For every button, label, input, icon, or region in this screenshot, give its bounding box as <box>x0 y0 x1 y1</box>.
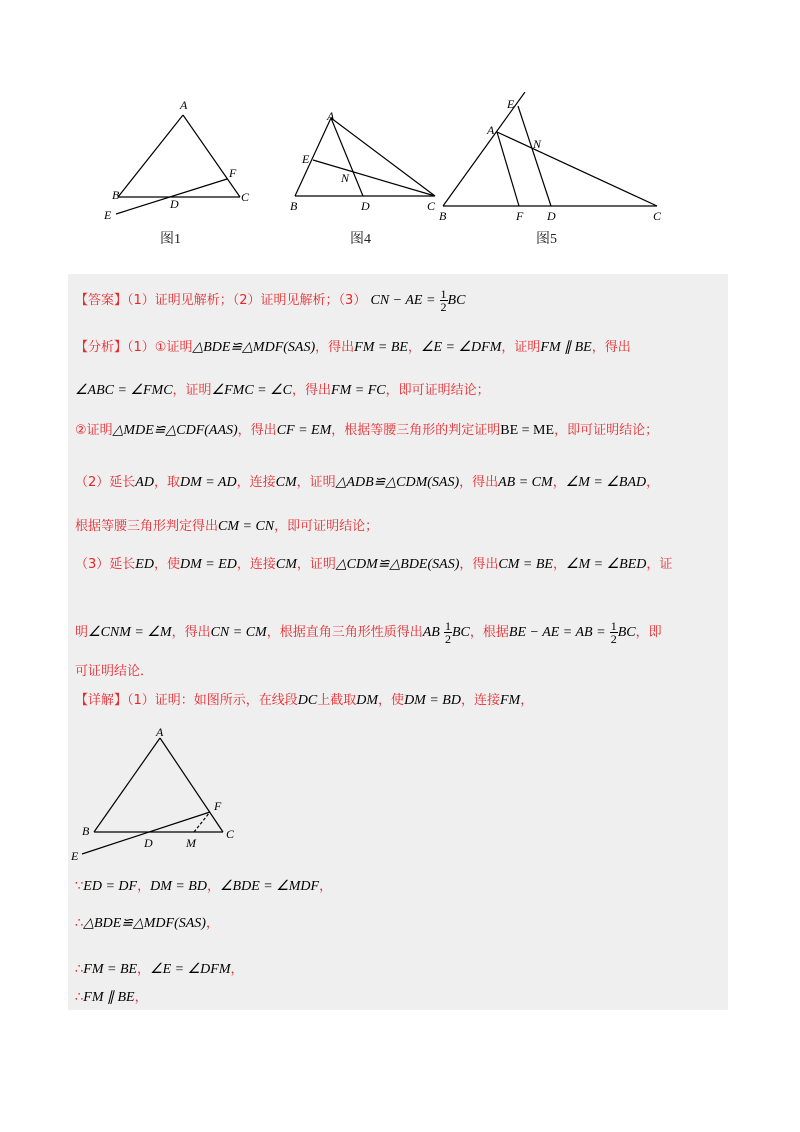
point-label: D <box>361 199 370 213</box>
text: ， <box>134 990 148 1005</box>
answer-expr: CN − AE = <box>370 293 436 308</box>
point-label: D <box>144 836 153 850</box>
point-label: C <box>226 827 235 841</box>
math: DM = AD <box>179 475 237 490</box>
point-label: E <box>302 152 310 166</box>
point-label: A <box>180 98 188 112</box>
figure-1-caption: 图1 <box>160 232 181 247</box>
text: ， <box>520 693 534 708</box>
point-label: A <box>487 123 495 137</box>
math: BE = ME <box>500 423 555 438</box>
text: ，证明 <box>501 340 541 355</box>
math: ∠E = ∠DFM <box>420 340 502 355</box>
math: BC <box>617 625 636 640</box>
text: （2）延长 <box>75 475 136 490</box>
answer-text: （1）证明见解析；（2）证明见解析；（3） <box>127 293 367 308</box>
point-label: A <box>156 725 164 739</box>
math: CM <box>275 557 297 572</box>
text: ，根据 <box>469 625 509 640</box>
text: ， <box>205 916 219 931</box>
math: CM = CN <box>218 519 275 534</box>
text: ， <box>137 962 151 977</box>
math: ∠FMC = ∠C <box>211 383 293 398</box>
frac-num: 1 <box>440 287 447 301</box>
point-label: B <box>439 209 447 222</box>
figure-4-caption: 图4 <box>350 232 371 247</box>
text: ，连接 <box>236 557 276 572</box>
point-label: F <box>229 166 237 180</box>
text: （1）证明：如图所示，在线段 <box>127 693 298 708</box>
text: ， <box>552 475 566 490</box>
text: ， <box>230 962 244 977</box>
math: FM <box>499 693 521 708</box>
text: ，使 <box>378 693 405 708</box>
text: （1）①证明 <box>127 340 193 355</box>
math: ∠BDE = ∠MDF <box>219 879 320 894</box>
text: ，得出 <box>237 423 277 438</box>
text: ，使 <box>153 557 180 572</box>
text: ，得出 <box>292 383 332 398</box>
analysis-line-4 <box>75 474 659 492</box>
math: FM ∥ BE <box>540 340 592 355</box>
math: DM = ED <box>179 557 237 572</box>
math: △BDE≌△MDF(SAS) <box>83 916 206 931</box>
text: ，即 <box>635 625 662 640</box>
point-label: M <box>186 836 196 850</box>
point-label: C <box>653 209 662 222</box>
text: ， <box>407 340 421 355</box>
analysis-line-7 <box>75 620 662 645</box>
math: FM = FC <box>331 383 386 398</box>
text: ， <box>137 879 151 894</box>
math: AB = CM <box>498 475 553 490</box>
therefore-symbol: ∴ <box>75 990 84 1005</box>
text: 上截取 <box>317 693 357 708</box>
text: （3）延长 <box>75 557 136 572</box>
text: ，证明 <box>172 383 212 398</box>
text: ，得出 <box>591 340 631 355</box>
fraction-half <box>444 620 452 645</box>
text: 根据等腰三角形判定得出 <box>75 519 219 534</box>
analysis-line-1 <box>75 339 631 357</box>
math: BC <box>451 625 470 640</box>
analysis-line-8 <box>75 663 153 681</box>
math: ED <box>135 557 154 572</box>
answer-tag: 【答案】 <box>75 293 128 308</box>
detail-line-1 <box>75 692 533 710</box>
math: FM = BE <box>354 340 408 355</box>
text: ，得出 <box>459 475 499 490</box>
frac-den: 2 <box>444 632 451 646</box>
text: ，即可证明结论； <box>554 423 659 438</box>
math: △BDE≌△MDF(SAS) <box>192 340 316 355</box>
text: ，连接 <box>460 693 500 708</box>
answer-expr-tail: BC <box>447 293 466 308</box>
math: ∠M = ∠BED <box>565 557 647 572</box>
text: ，得出 <box>171 625 211 640</box>
text: ，证 <box>646 557 673 572</box>
because-symbol: ∵ <box>75 879 84 894</box>
point-label: D <box>170 197 179 211</box>
text: ，根据直角三角形性质得出 <box>266 625 423 640</box>
point-label: N <box>533 137 542 151</box>
math: DM = BD <box>404 693 461 708</box>
point-label: B <box>82 824 90 838</box>
frac-num: 1 <box>610 619 617 633</box>
point-label: E <box>507 97 515 111</box>
detail-tag: 【详解】 <box>75 693 128 708</box>
math: ED = DF <box>83 879 138 894</box>
text: ，连接 <box>236 475 276 490</box>
text: ，即可证明结论； <box>385 383 490 398</box>
point-label: C <box>241 190 250 204</box>
math: CF = EM <box>276 423 332 438</box>
point-label: D <box>547 209 556 222</box>
text: ， <box>646 475 660 490</box>
text: ，得出 <box>459 557 499 572</box>
figure-5 <box>435 92 675 222</box>
point-label: C <box>427 199 436 213</box>
text: ， <box>552 557 566 572</box>
math: BE − AE = AB = <box>508 625 606 640</box>
point-label: E <box>71 849 79 863</box>
math: AB <box>422 625 440 640</box>
math: DC <box>297 693 318 708</box>
math: FM = BE <box>83 962 138 977</box>
text: ，取 <box>153 475 180 490</box>
math: △ADB≌△CDM(SAS) <box>335 475 460 490</box>
math: CN = CM <box>210 625 267 640</box>
text: ②证明 <box>75 423 113 438</box>
point-label: A <box>327 110 335 123</box>
point-label: F <box>516 209 524 222</box>
math: △CDM≌△BDE(SAS) <box>335 557 460 572</box>
frac-den: 2 <box>610 632 617 646</box>
math: AD <box>135 475 154 490</box>
math: CM <box>275 475 297 490</box>
detail-step-4 <box>75 989 148 1007</box>
analysis-line-5 <box>75 518 378 536</box>
detail-step-3 <box>75 961 244 979</box>
analysis-line-2 <box>75 382 490 400</box>
text: ，得出 <box>315 340 355 355</box>
answer-fraction <box>440 288 448 313</box>
figure-1 <box>100 95 260 225</box>
analysis-line-6 <box>75 556 672 574</box>
point-label: F <box>214 799 222 813</box>
text: ， <box>206 879 220 894</box>
answer-line <box>75 288 465 313</box>
text: ，根据等腰三角形的判定证明 <box>331 423 501 438</box>
math: CM = BE <box>498 557 553 572</box>
detail-figure <box>68 722 248 867</box>
point-label: E <box>104 208 112 222</box>
math: DM = BD <box>150 879 207 894</box>
math: △MDE≌△CDF(AAS) <box>112 423 238 438</box>
text: ，即可证明结论； <box>274 519 379 534</box>
text: ，证明 <box>296 475 336 490</box>
math: ∠M = ∠BAD <box>565 475 647 490</box>
text: 可证明结论． <box>75 664 154 679</box>
math: ∠E = ∠DFM <box>150 962 231 977</box>
analysis-tag: 【分析】 <box>75 340 128 355</box>
point-label: B <box>290 199 298 213</box>
text: ， <box>319 879 333 894</box>
figure-4 <box>285 110 445 220</box>
math: FM ∥ BE <box>83 990 135 1005</box>
math: ∠CNM = ∠M <box>88 625 172 640</box>
text: ，证明 <box>296 557 336 572</box>
analysis-line-3 <box>75 422 658 440</box>
frac-num: 1 <box>444 619 451 633</box>
fraction-half <box>610 620 618 645</box>
therefore-symbol: ∴ <box>75 962 84 977</box>
math: ∠ABC = ∠FMC <box>75 383 173 398</box>
detail-step-2 <box>75 915 219 933</box>
frac-den: 2 <box>440 300 447 314</box>
math: DM <box>356 693 379 708</box>
detail-step-1 <box>75 878 332 896</box>
point-label: B <box>112 188 120 202</box>
figure-5-caption: 图5 <box>536 232 557 247</box>
therefore-symbol: ∴ <box>75 916 84 931</box>
point-label: N <box>341 171 350 185</box>
text: 明 <box>75 625 89 640</box>
